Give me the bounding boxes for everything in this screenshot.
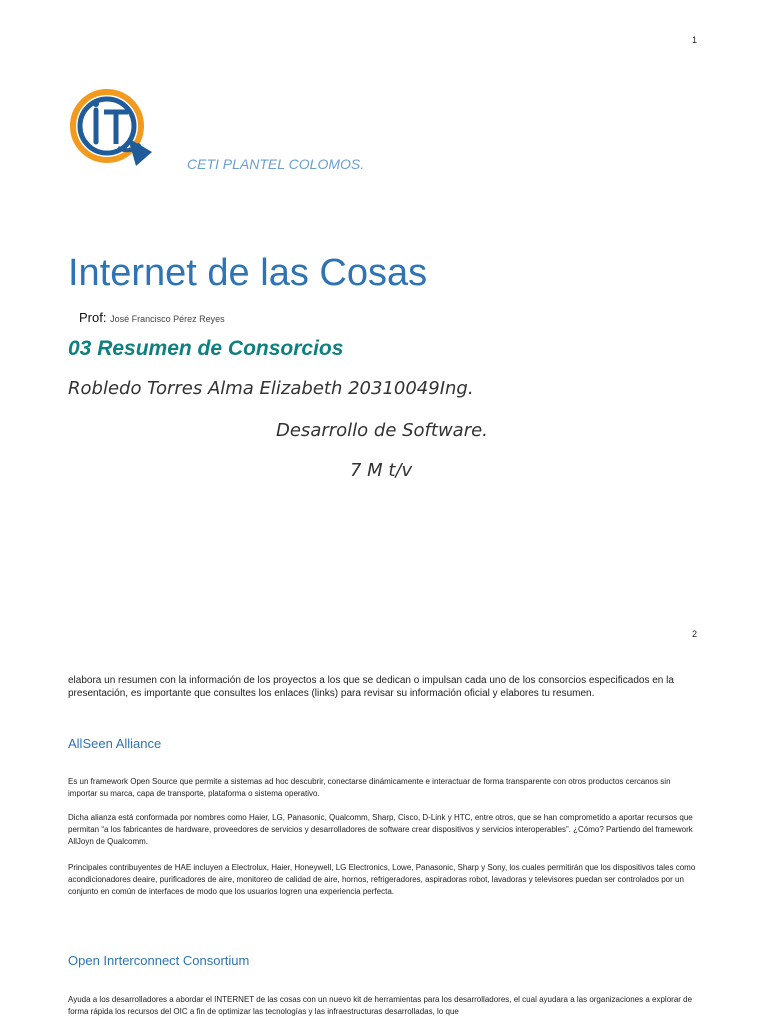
school-name: CETI PLANTEL COLOMOS. xyxy=(187,156,365,172)
professor-line xyxy=(79,310,225,325)
section-heading-allseen: AllSeen Alliance xyxy=(68,736,162,751)
oic-paragraph-1: Ayuda a los desarrolladores a abordar el INTERNET de las cosas con un nuevo kit de herramientas para los desarrolladores, el cual ayudara a las organizaciones a explorar de forma rápida los recursos del OIC a fin de optimizar las tecnologías y las infraestructuras desarrolladas, lo que xyxy=(68,995,693,1016)
page-number-1: 1 xyxy=(692,35,698,45)
allseen-paragraph-3: Principales contribuyentes de HAE incluyen a Electrolux, Haier, Honeywell, LG Electronics, Lowe, Panasonic, Sharp y Sony, los cuales permitirán que los dispositivos tales como acondicionadores deaire, purificadores de aire, monitoreo de calidad de aire, hornos, refrigeradores, aspiradoras robot, lavadoras y televisores puedan ser controlados por un conjunto en común de interfaces de modo que los usuarios logren una experiencia perfecta. xyxy=(68,863,696,896)
allseen-paragraph-1: Es un framework Open Source que permite a sistemas ad hoc descubrir, conectarse dinámicamente e interactuar de forma transparente con otros productos cercanos sin importar su marca, capa de transporte, plataforma o sistema operativo. xyxy=(68,777,671,798)
allseen-paragraph-2: Dicha alianza está conformada por nombres como Haier, LG, Panasonic, Qualcomm, Sharp, Cisco, D-Link y HTC, entre otros, que se han comprometido a aportar recursos que permitan “a los fabricantes de hardware, proveedores de servicios y desarrolladores de software crear dispositivos y servicios interoperables”. ¿Cómo? Partiendo del framework AllJoyn de Qualcomm. xyxy=(68,813,693,846)
ceti-logo-icon xyxy=(66,82,160,176)
career-line: Desarrollo de Software. xyxy=(276,420,488,441)
student-line: Robledo Torres Alma Elizabeth 20310049Ing. xyxy=(68,378,474,399)
section-heading-oic: Open Inrterconnect Consortium xyxy=(68,953,250,968)
page-number-2: 2 xyxy=(692,629,698,639)
document-subtitle: 03 Resumen de Consorcios xyxy=(68,337,344,360)
prof-label: Prof: xyxy=(79,310,107,325)
group-line: 7 M t/v xyxy=(350,460,413,481)
intro-paragraph: elabora un resumen con la información de los proyectos a los que se dedican o impulsan cada uno de los consorcios especificados en la presentación, es importante que consultes los enlaces (links) para revisar su información oficial y elabores tu resumen. xyxy=(68,675,674,699)
document-title: Internet de las Cosas xyxy=(68,252,428,294)
prof-name: José Francisco Pérez Reyes xyxy=(110,314,225,324)
